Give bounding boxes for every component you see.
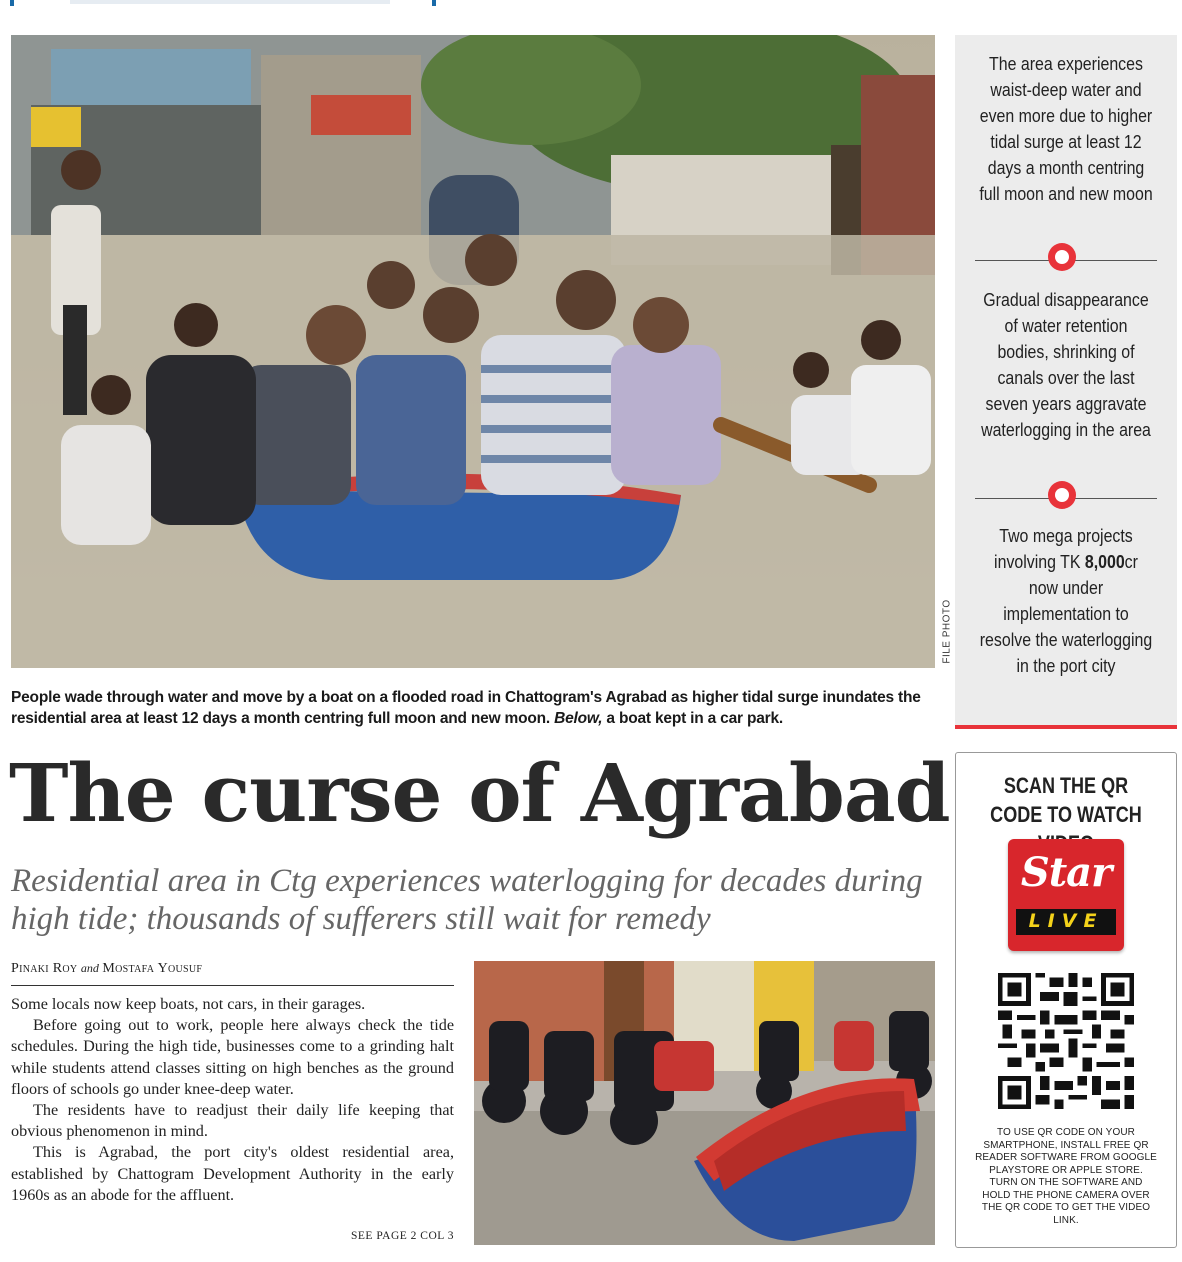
qr-video-box [955,752,1177,1248]
key-point-3-post: cr now under implementation to resolve the waterlogging in the port city [979,551,1153,676]
article-body [11,994,454,1206]
star-logo-text: Star [1020,849,1112,896]
headline: The curse of Agrabad [9,746,950,840]
byline [11,961,454,986]
bracket-left [10,0,14,6]
key-point-1: The area experiences waist-deep water and even more due to higher tidal surge at least 12 days a month centring full moon and new moon [979,53,1153,204]
section-header-strip [10,0,436,6]
divider-ring-icon [1048,243,1076,271]
photo-boat-in-car-park [474,961,935,1245]
bracket-right [432,0,436,6]
divider-2 [975,481,1157,517]
key-points-sidebar [955,35,1177,725]
flood-scene-illustration [11,35,935,668]
continued-jump-line: SEE PAGE 2 COL 3 [351,1230,454,1242]
section-header-fill [70,0,390,4]
live-banner [1016,909,1116,935]
subheadline: Residential area in Ctg experiences waterlogging for decades during high tide; thousands of sufferers still wait for remedy [11,863,923,937]
divider-1 [975,243,1157,279]
divider-ring-icon [1048,481,1076,509]
qr-code[interactable] [998,973,1134,1109]
photo-credit-text: FILE PHOTO [941,599,953,664]
qr-title: SCAN THE QR CODE TO WATCH [990,773,1142,827]
key-point-3-pre: Two mega projects involving TK [994,525,1133,572]
photo-credit [938,600,954,670]
body-paragraph-2: Before going out to work, people here always check the tide schedules. During the high tide, businesses come to a grinding halt while students attend classes sitting on high benches as the ground floors of schools go under knee-deep water. [11,1016,454,1098]
qr-instructions: TO USE QR CODE ON YOUR SMARTPHONE, INSTALL FREE QR READER SOFTWARE FROM GOOGLE PLAYSTORE OR APPLE STORE. TURN ON THE SOFTWARE AND HOLD THE PHONE CAMERA OVER THE QR CODE TO GET THE VIDEO LINK. [975,1127,1157,1226]
body-paragraph-1: Some locals now keep boats, not cars, in their garages. [11,995,366,1013]
byline-conjunction: and [80,961,99,975]
key-point-2: Gradual disappearance of water retention bodies, shrinking of canals over the last seven years aggravate waterlogging in the area [981,289,1151,440]
byline-author-1: Pinaki Roy [11,961,78,976]
key-point-3-amount: 8,000 [1084,551,1125,572]
body-paragraph-4: This is Agrabad, the port city's oldest residential area, established by Chattogram Development Authority in the early 1960s as an abode for the affluent. [11,1143,454,1204]
car-park-boat-illustration [474,961,935,1245]
sidebar-accent-line [955,725,1177,729]
caption-below-rest: a boat kept in a car park. [602,710,783,727]
live-logo-text: LIVE [1028,910,1104,932]
caption-text: People wade through water and move by a boat on a flooded road in Chattogram's Agrabad as higher tidal surge inundates the residential area at least 12 days a month centring full moon and new moon. [11,689,921,727]
photo-caption [11,687,941,729]
caption-below-italic: Below, [554,710,603,727]
star-live-logo [1008,839,1124,951]
body-paragraph-3: The residents have to readjust their daily life keeping that obvious phenomenon in mind. [11,1101,454,1141]
main-photo-flooded-road [11,35,935,668]
key-point-3 [977,523,1154,679]
byline-author-2: Mostafa Yousuf [102,961,203,976]
